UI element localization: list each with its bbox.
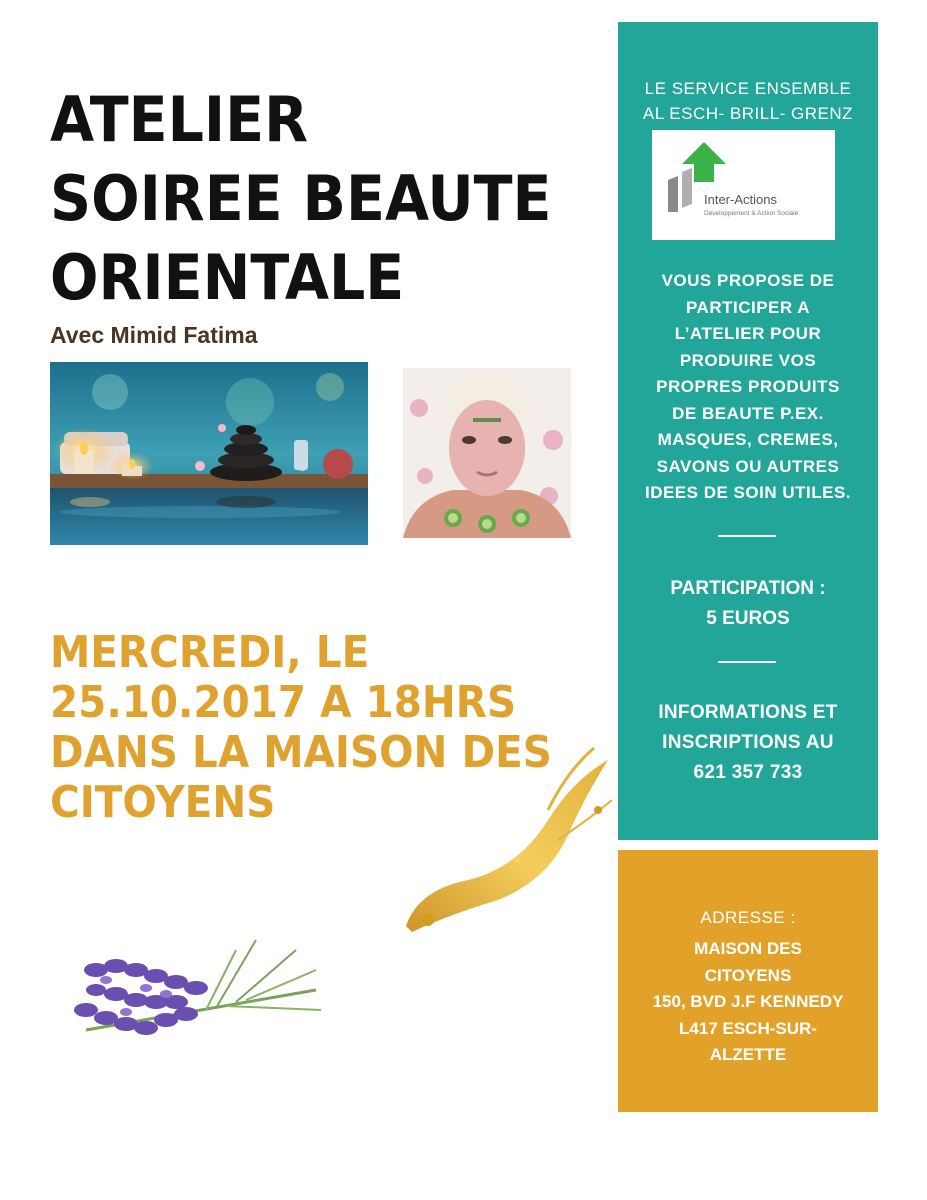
info-line: INSCRIPTIONS AU [662, 732, 834, 753]
host-name: Avec Mimid Fatima [50, 322, 258, 348]
proposal-line: MASQUES, CREMES, [657, 430, 839, 449]
inter-actions-logo [652, 130, 835, 240]
title-line: SOIREE BEAUTE [50, 162, 552, 235]
lavender-image [66, 930, 326, 1065]
service-line: AL ESCH- BRILL- GRENZ [642, 104, 854, 123]
event-line: MERCREDI, LE [50, 627, 370, 678]
proposal-line: PROPRES PRODUITS [656, 377, 840, 396]
face-mask-image [403, 368, 571, 538]
proposal-line: VOUS PROPOSE DE [661, 271, 835, 290]
spa-image [50, 362, 368, 545]
title-line: ATELIER [50, 83, 309, 156]
phone-number: 621 357 733 [693, 762, 803, 783]
service-line: LE SERVICE ENSEMBLE [644, 79, 852, 98]
poster-title [50, 80, 595, 317]
proposal-line: PRODUIRE VOS [679, 350, 817, 370]
service-name [618, 76, 878, 126]
divider [718, 535, 776, 537]
address-lines [618, 936, 878, 1069]
proposal-line: IDEES DE SOIN UTILES. [644, 483, 852, 502]
participation-price: 5 EUROS [706, 608, 790, 629]
participation-label: PARTICIPATION : [670, 578, 826, 599]
proposal-text [618, 268, 878, 507]
logo-tagline: Développement & Action Sociale [704, 210, 799, 217]
info-line: INFORMATIONS ET [658, 702, 838, 723]
address-line: 150, BVD J.F KENNEDY [652, 992, 844, 1011]
divider [718, 661, 776, 663]
proposal-line: SAVONS OU AUTRES [656, 456, 840, 476]
logo-name: Inter-Actions [704, 192, 777, 207]
event-line: CITOYENS [50, 777, 276, 828]
address-line: CITOYENS [704, 965, 792, 985]
address-line: ALZETTE [709, 1045, 787, 1064]
info-panel [618, 22, 878, 840]
proposal-line: PARTICIPER A [685, 297, 811, 317]
proposal-line: L’ATELIER POUR [674, 324, 822, 343]
title-line: ORIENTALE [50, 241, 405, 314]
participation-fee [618, 574, 878, 634]
oil-splash-image [398, 740, 620, 940]
address-line: L417 ESCH-SUR- [679, 1018, 817, 1038]
event-line: 25.10.2017 A 18HRS [50, 677, 517, 728]
proposal-line: DE BEAUTE P.EX. [672, 403, 824, 423]
event-line: DANS LA MAISON DES [50, 727, 552, 778]
address-panel [618, 850, 878, 1112]
registration-info [618, 698, 878, 788]
address-label: ADRESSE : [700, 908, 796, 927]
address-line: MAISON DES [694, 939, 802, 958]
